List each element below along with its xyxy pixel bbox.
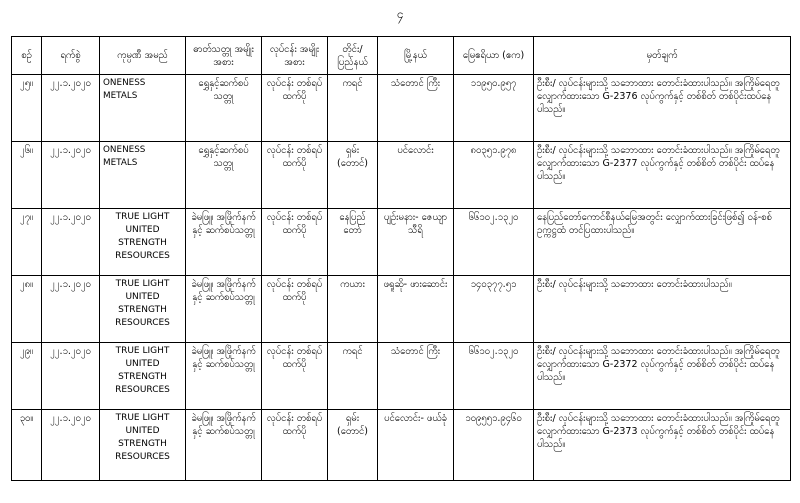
cell-business: လုပ်ငန်း တစ်ရပ်ထက်ပို [262,75,328,142]
cell-region: ကရင် [328,343,378,410]
cell-date: ၂၂.၁.၂၀၂၀ [42,75,100,142]
cell-region: ရှမ်း (တောင်) [328,410,378,481]
table-row [12,276,791,343]
table-row [12,209,791,276]
company-line: TRUE LIGHT [115,346,170,356]
cell-company: ONENESS METALS [100,142,186,209]
cell-business: လုပ်ငန်း တစ်ရပ်ထက်ပို [262,410,328,481]
cell-business: လုပ်ငန်း တစ်ရပ်ထက်ပို [262,209,328,276]
cell-no: ၂၇။ [12,209,42,276]
cell-region: ကယား [328,276,378,343]
header-company: ကုမ္ပဏီ အမည် [100,37,186,75]
cell-mineral: ရွှေနှင့်ဆက်စပ် သတ္တု [186,142,262,209]
table-row [12,410,791,481]
cell-remarks: ဦးစီး/ လုပ်ငန်းများသို့ သဘောထား တောင်းခံထားပါသည်။ [534,276,791,343]
company-line: UNITED [125,225,160,235]
cell-mineral: ခဲမဖြူ၊ အဖြိုက်နက်နှင့် ဆက်စပ်သတ္တု [186,276,262,343]
cell-date: ၂၂.၁.၂၀၂၀ [42,209,100,276]
cell-remarks: ဦးစီး/ လုပ်ငန်းများသို့ သဘောထား တောင်းခံထားပါသည်။ အကြိုမ်ရေတူ လျှောက်ထားသော G-2373 လုပ်ကွက်နှင့် တစ်စိတ် တစ်ပိုင်း ထပ်နေပါသည်။ [534,410,791,481]
cell-remarks: ဦးစီး/ လုပ်ငန်းများသို့ သဘောထား တောင်းခံထားပါသည်။ အကြိုမ်ရေတူ လျှောက်ထားသော G-2372 လုပ်ကွက်နှင့် တစ်စိတ် တစ်ပိုင်း ထပ်နေပါသည်။ [534,343,791,410]
company-line: STRENGTH [118,372,167,382]
header-date: ရက်စွဲ [42,37,100,75]
company-line: STRENGTH [118,238,167,248]
cell-area: ၁၄၀၃၇၇.၅၁ [454,276,534,343]
company-line: STRENGTH [118,439,167,449]
cell-area: ၆၆၁၀၂.၁၃၂၀ [454,343,534,410]
cell-area: ၆၆၁၀၂.၁၃၂၀ [454,209,534,276]
company-line: UNITED [125,359,160,369]
cell-remarks: နေပြည်တော်ကောင်စီနယ်မြေအတွင်း လျှောက်ထားခြင်းဖြစ်၍ ဝန်-စစ် ဥက္ကဋ္ဌထံ တင်ပြထားပါသည်။ [534,209,791,276]
cell-company: ONENESS METALS [100,75,186,142]
cell-region: ကရင် [328,75,378,142]
cell-no: ၂၉။ [12,343,42,410]
company-line: STRENGTH [118,305,167,315]
cell-township: ပျဉ်းမနား- ဇေယျာသီရိ [378,209,454,276]
cell-township: ပင်လောင်း- ဖယ်ခုံ [378,410,454,481]
cell-township: သံတောင် ကြီး [378,75,454,142]
cell-area: ၁၀၉၅၅၁.၉၄၆၀ [454,410,534,481]
cell-township: ပင်လောင်း [378,142,454,209]
cell-no: ၂၈။ [12,276,42,343]
cell-business: လုပ်ငန်း တစ်ရပ်ထက်ပို [262,276,328,343]
header-business: လုပ်ငန်း အမျိုးအစား [262,37,328,75]
header-no: စဉ် [12,37,42,75]
company-line: RESOURCES [115,251,170,261]
company-line: UNITED [125,292,160,302]
cell-company [100,276,186,343]
cell-mineral: ရွှေနှင့်ဆက်စပ် သတ္တု [186,75,262,142]
page-number: ၄ [396,7,404,21]
cell-business: လုပ်ငန်း တစ်ရပ်ထက်ပို [262,343,328,410]
company-line: RESOURCES [115,452,170,462]
cell-mineral: ခဲမဖြူ၊ အဖြိုက်နက်နှင့် ဆက်စပ်သတ္တု [186,209,262,276]
cell-no: ၃၀။ [12,410,42,481]
application-table [11,36,791,481]
cell-date: ၂၂.၁.၂၀၂၀ [42,142,100,209]
cell-remarks: ဦးစီး/ လုပ်ငန်းများသို့ သဘောထား တောင်းခံထားပါသည်။ အကြိုမ်ရေတူ လျှောက်ထားသော G-2376 လုပ်ကွက်နှင့် တစ်စိတ် တစ်ပိုင်းထပ်နေပါသည်။ [534,75,791,142]
cell-township: ဖရူဆို- ဖားဆောင်း [378,276,454,343]
cell-date: ၂၂.၁.၂၀၂၀ [42,276,100,343]
cell-date: ၂၂.၁.၂၀၂၀ [42,343,100,410]
cell-region: နေပြည် တော် [328,209,378,276]
cell-business: လုပ်ငန်း တစ်ရပ်ထက်ပို [262,142,328,209]
cell-date: ၂၂.၁.၂၀၂၀ [42,410,100,481]
header-region: တိုင်း/ ပြည်နယ် [328,37,378,75]
company-line: RESOURCES [115,385,170,395]
company-line: TRUE LIGHT [115,212,170,222]
header-remarks: မှတ်ချက် [534,37,791,75]
cell-region: ရှမ်း (တောင်) [328,142,378,209]
header-township: မြို့နယ် [378,37,454,75]
cell-mineral: ခဲမဖြူ၊ အဖြိုက်နက်နှင့် ဆက်စပ်သတ္တု [186,343,262,410]
cell-company [100,209,186,276]
table-row [12,142,791,209]
cell-township: သံတောင် ကြီး [378,343,454,410]
cell-remarks: ဦးစီး/ လုပ်ငန်းများသို့ သဘောထား တောင်းခံထားပါသည်။ အကြိုမ်ရေတူ လျှောက်ထားသော G-2377 လုပ်ကွက်နှင့် တစ်စိတ် တစ်ပိုင်း ထပ်နေပါသည်။ [534,142,791,209]
cell-no: ၂၅။ [12,75,42,142]
table-row [12,343,791,410]
company-line: TRUE LIGHT [115,279,170,289]
header-area: မြေဧရိယာ (ဧက) [454,37,534,75]
table-row [12,75,791,142]
company-line: RESOURCES [115,318,170,328]
cell-area: ၈၀၃၅၁.၉၇၈ [454,142,534,209]
header-mineral: ဓာတ်သတ္တု အမျိုးအစား [186,37,262,75]
cell-no: ၂၆။ [12,142,42,209]
cell-company [100,410,186,481]
company-line: TRUE LIGHT [115,413,170,423]
cell-area: ၁၁၉၅၀.၉၅၇ [454,75,534,142]
cell-mineral: ခဲမဖြူ၊ အဖြိုက်နက်နှင့် ဆက်စပ်သတ္တု [186,410,262,481]
company-line: UNITED [125,426,160,436]
header-row [12,37,791,75]
cell-company [100,343,186,410]
